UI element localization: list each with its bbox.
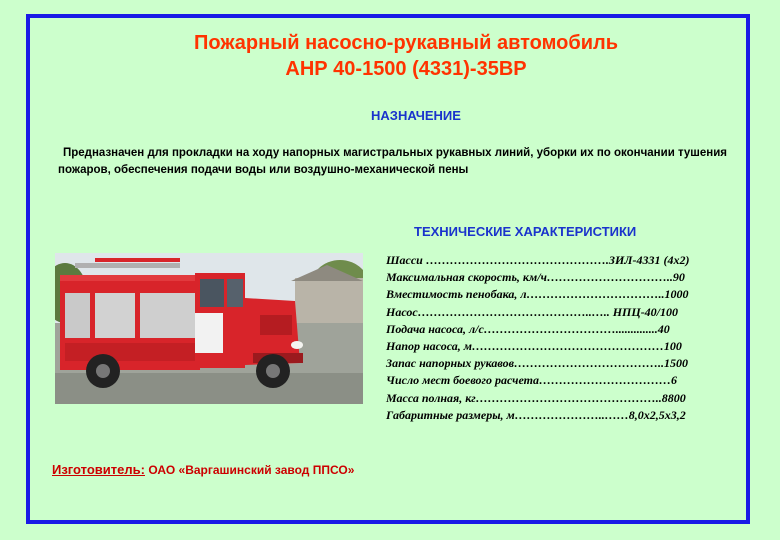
title-line-2: АНР 40-1500 (4331)-35ВР bbox=[285, 58, 527, 80]
spec-gross-mass: Масса полная, кг………………………………………..8800 bbox=[386, 390, 686, 405]
spec-crew-seats: Число мест боевого расчета……………………………6 bbox=[386, 373, 677, 388]
spec-pump: Насос……………………………………..….. НПЦ-40/100 bbox=[386, 304, 679, 319]
spec-chassis: Шасси ……………………………………….ЗИЛ-4331 (4х2) bbox=[386, 253, 690, 267]
spec-foam-tank: Вместимость пенобака, л……………………………..1000 bbox=[386, 287, 689, 302]
specs-list bbox=[386, 252, 756, 424]
title-line-1: Пожарный насосно-рукавный автомобиль bbox=[193, 32, 618, 54]
spec-max-speed: Максимальная скорость, км/ч…………………………..90 bbox=[386, 270, 685, 285]
purpose-heading: НАЗНАЧЕНИЕ bbox=[371, 108, 461, 123]
manufacturer-label: Изготовитель: bbox=[52, 462, 145, 477]
spec-hose-supply: Запас напорных рукавов………………………………..1500 bbox=[386, 356, 688, 371]
spec-dimensions: Габаритные размеры, м…………………..……8,0х2,5х3,2 bbox=[386, 407, 686, 422]
specs-heading: ТЕХНИЧЕСКИЕ ХАРАКТЕРИСТИКИ bbox=[414, 224, 637, 239]
fire-truck-photo bbox=[55, 253, 363, 404]
spec-pump-flow: Подача насоса, л/с……………………………..............40 bbox=[386, 321, 670, 336]
manufacturer bbox=[52, 462, 354, 477]
purpose-text: Предназначен для прокладки на ходу напорных магистральных рукавных линий, уборки их по окончании тушения пожаров, обеспечения подачи воды или воздушно-механической пены bbox=[58, 147, 727, 176]
manufacturer-name: ОАО «Варгашинский завод ППСО» bbox=[148, 463, 355, 477]
spec-pump-head: Напор насоса, м…………………………………………100 bbox=[386, 339, 682, 354]
